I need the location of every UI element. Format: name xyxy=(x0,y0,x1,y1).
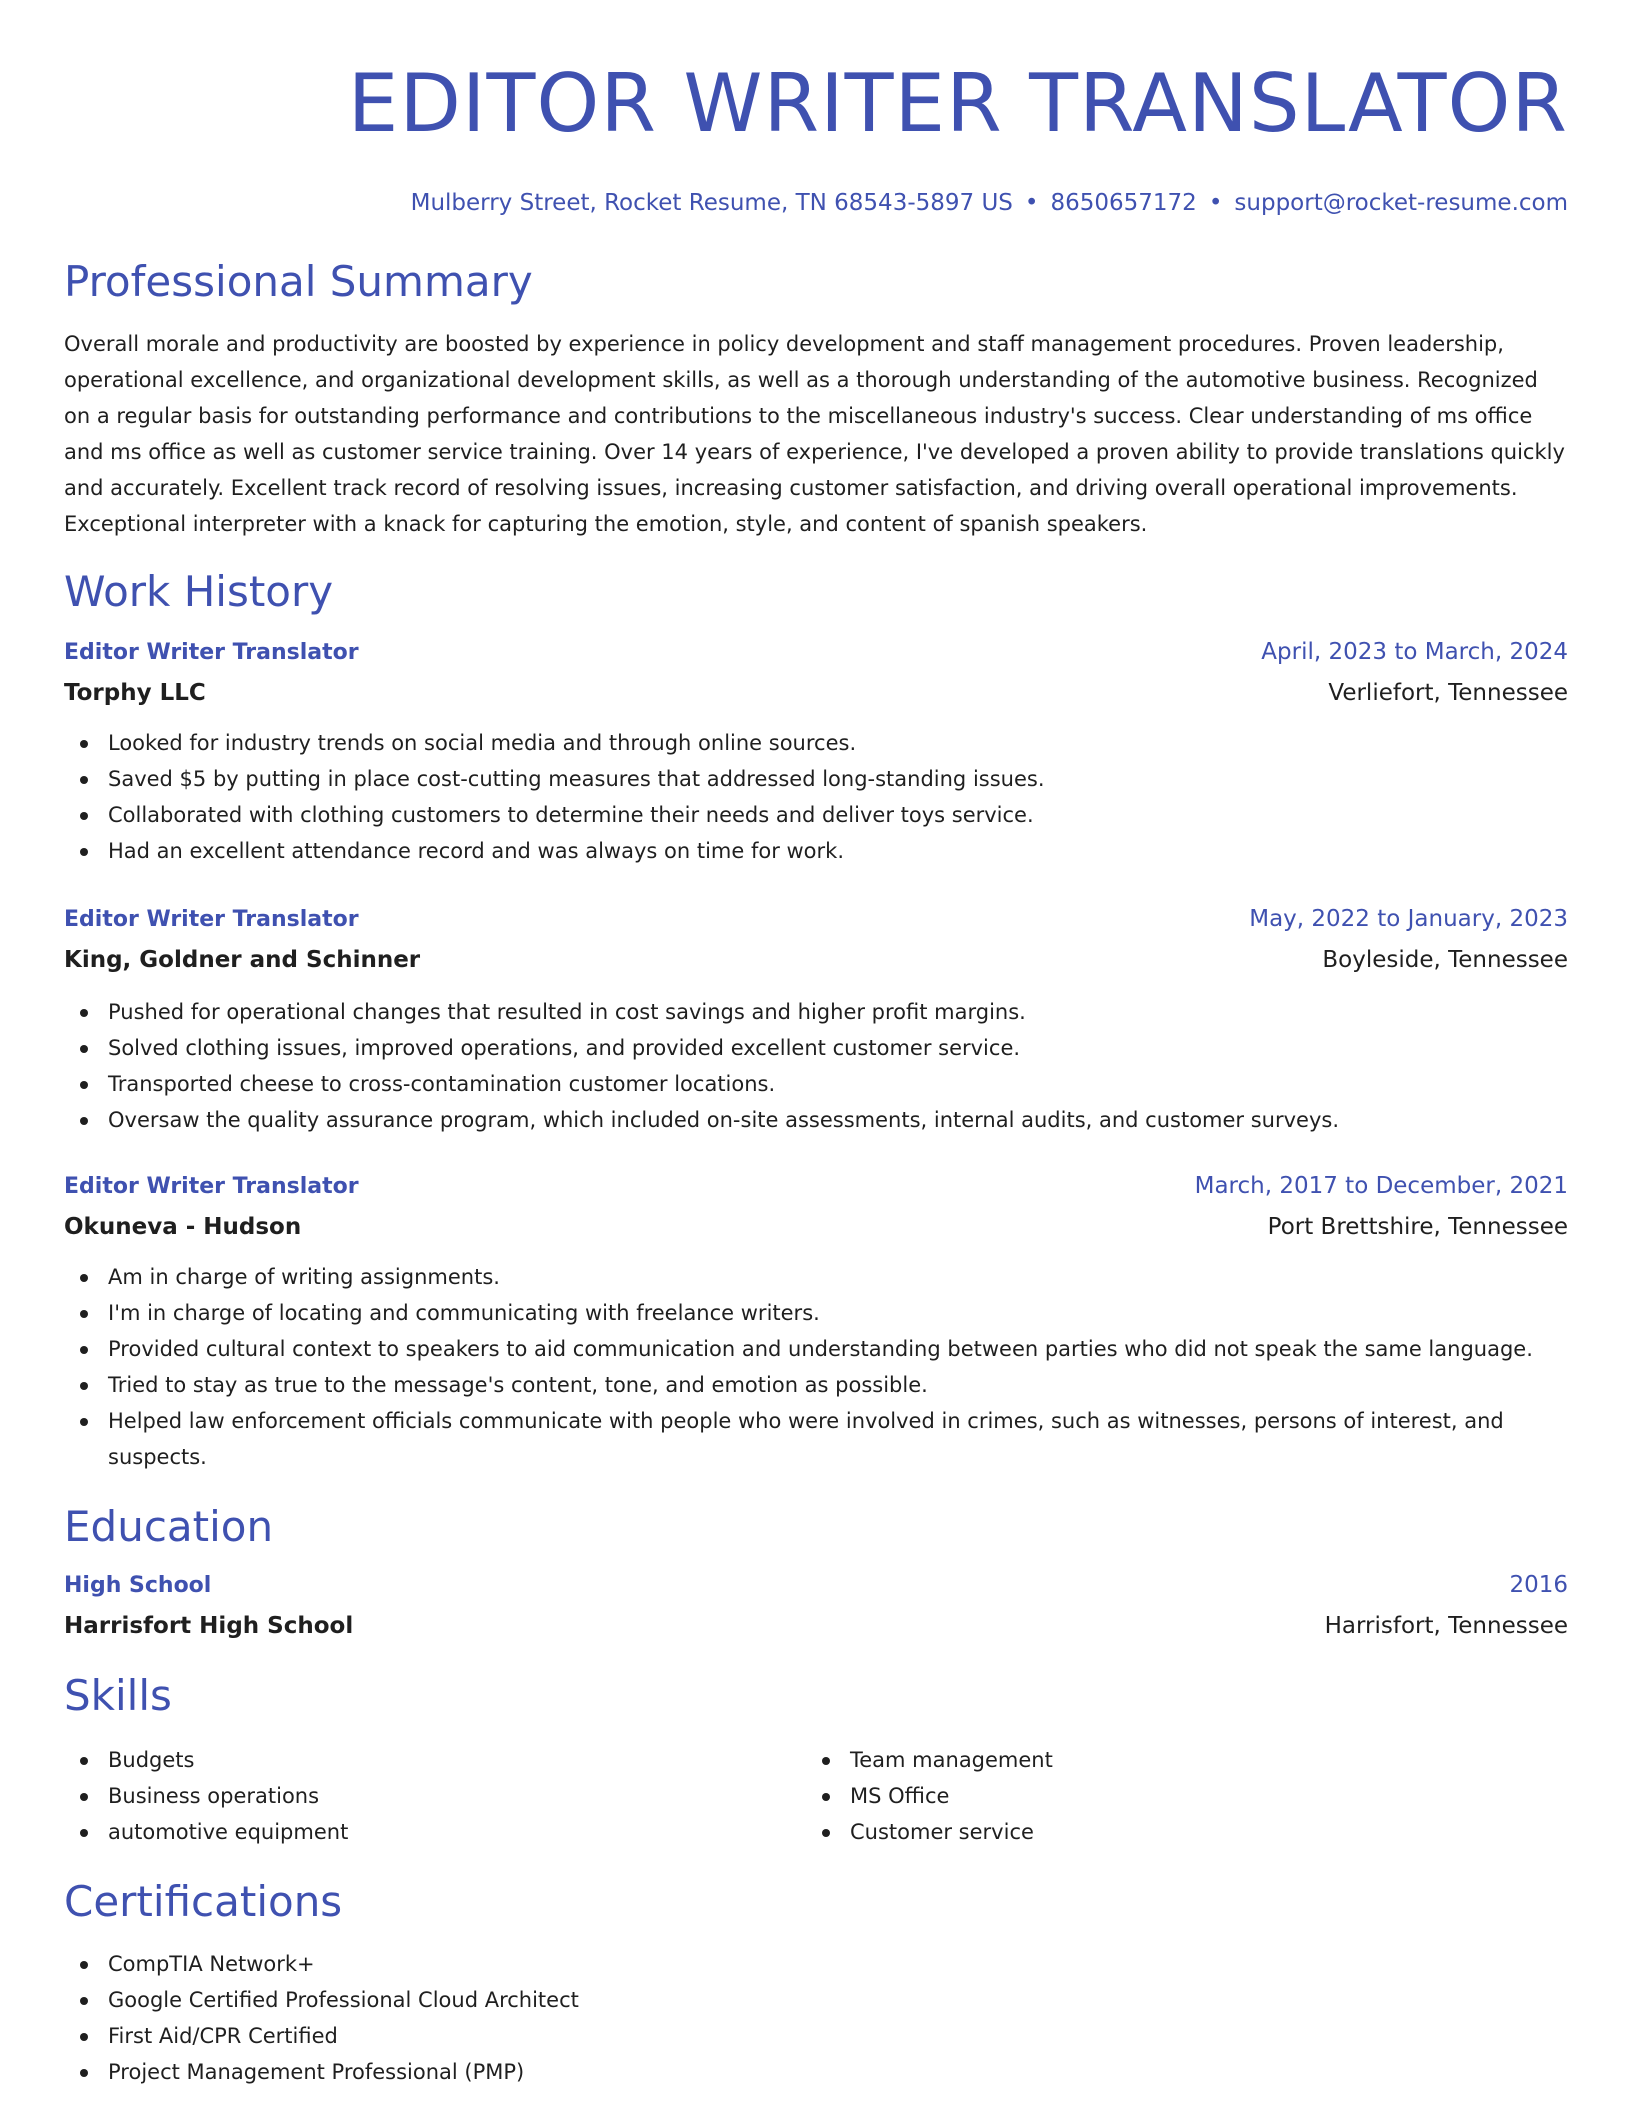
bullet-dot xyxy=(80,812,88,820)
bullet-text: Transported cheese to cross-contamination customer locations. xyxy=(108,1072,776,1096)
bullet-dot xyxy=(80,848,88,856)
skill-text: Business operations xyxy=(108,1784,320,1808)
bullet-dot xyxy=(80,1045,88,1053)
bullet-dot xyxy=(80,1418,88,1426)
job-location: Boyleside, Tennessee xyxy=(1322,947,1568,973)
list-item xyxy=(64,1778,806,1814)
certifications-list xyxy=(64,1946,1568,2090)
job-bullets xyxy=(64,994,1568,1138)
bullet-text: Saved $5 by putting in place cost-cutting measures that addressed long-standing issues. xyxy=(108,767,1045,791)
bullet-text: Oversaw the quality assurance program, which included on-site assessments, internal audits, and customer surveys. xyxy=(108,1108,1340,1132)
bullet-dot xyxy=(80,1310,88,1318)
contact-separator: • xyxy=(1208,190,1223,216)
job-dates: May, 2022 to January, 2023 xyxy=(1249,906,1568,932)
skill-text: Customer service xyxy=(850,1820,1034,1844)
list-item xyxy=(64,1331,1568,1367)
job-bullets xyxy=(64,725,1568,869)
bullet-dot xyxy=(822,1829,830,1837)
education-degree: High School xyxy=(64,1573,212,1598)
bullet-dot xyxy=(80,1961,88,1969)
list-item xyxy=(64,1982,1568,2018)
bullet-text: Pushed for operational changes that resulted in cost savings and higher profit margins. xyxy=(108,1000,1026,1024)
skills-column-right xyxy=(806,1742,1548,1850)
education-entry xyxy=(64,1565,1568,1646)
skills-grid xyxy=(64,1742,1568,1850)
job-dates: March, 2017 to December, 2021 xyxy=(1194,1173,1568,1199)
job-company: King, Goldner and Schinner xyxy=(64,947,421,973)
skill-text: Budgets xyxy=(108,1748,195,1772)
skills-heading: Skills xyxy=(64,1671,172,1720)
education-school: Harrisfort High School xyxy=(64,1613,354,1639)
list-item xyxy=(64,2018,1568,2054)
certification-text: Project Management Professional (PMP) xyxy=(108,2060,525,2084)
resume-page xyxy=(64,0,1568,2090)
bullet-text: Am in charge of writing assignments. xyxy=(108,1265,500,1289)
bullet-text: Provided cultural context to speakers to aid communication and understanding between parties who did not speak the same language. xyxy=(108,1337,1533,1361)
list-item xyxy=(64,761,1568,797)
job-header-row xyxy=(64,1166,1568,1207)
list-item xyxy=(64,1403,1568,1475)
list-item xyxy=(806,1778,1548,1814)
job-company-row xyxy=(64,940,1568,980)
bullet-dot xyxy=(822,1757,830,1765)
contact-address: Mulberry Street, Rocket Resume, TN 68543-5897 US xyxy=(410,190,1013,216)
bullet-dot xyxy=(80,1382,88,1390)
certifications-heading: Certifications xyxy=(64,1877,343,1926)
job-company: Okuneva - Hudson xyxy=(64,1214,302,1240)
bullet-text: Solved clothing issues, improved operations, and provided excellent customer service. xyxy=(108,1036,1021,1060)
job-location: Verliefort, Tennessee xyxy=(1328,680,1568,706)
job-role: Editor Writer Translator xyxy=(64,1174,359,1199)
resume-name: EDITOR WRITER TRANSLATOR xyxy=(347,57,1568,150)
certification-text: Google Certified Professional Cloud Architect xyxy=(108,1988,579,2012)
job-entry xyxy=(64,1166,1568,1475)
bullet-text: Looked for industry trends on social media and through online sources. xyxy=(108,731,857,755)
contact-separator: • xyxy=(1024,190,1039,216)
bullet-dot xyxy=(80,2033,88,2041)
bullet-dot xyxy=(80,2069,88,2077)
job-company-row xyxy=(64,1207,1568,1247)
bullet-text: Helped law enforcement officials communicate with people who were involved in crimes, such as witnesses, persons of interest, and suspects. xyxy=(108,1409,1504,1469)
certification-text: First Aid/CPR Certified xyxy=(108,2024,338,2048)
job-role: Editor Writer Translator xyxy=(64,640,359,665)
job-company: Torphy LLC xyxy=(64,680,206,706)
bullet-dot xyxy=(80,1117,88,1125)
skill-text: MS Office xyxy=(850,1784,950,1808)
list-item xyxy=(64,994,1568,1030)
skills-column-left xyxy=(64,1742,806,1850)
list-item xyxy=(64,1946,1568,1982)
summary-heading: Professional Summary xyxy=(64,257,533,306)
job-header-row xyxy=(64,632,1568,673)
list-item xyxy=(64,1030,1568,1066)
education-heading: Education xyxy=(64,1502,274,1551)
summary-text: Overall morale and productivity are boosted by experience in policy development and staff management procedures. Proven leadership, operational excellence, and organizational development skills, as well as a thorough understanding of the automotive business. Recognized on a regular basis for outstanding performance and contributions to the miscellaneous industry's success. Clear understanding of ms office and ms office as well as customer service training. Over 14 years of experience, I've developed a proven ability to provide translations quickly and accurately. Excellent track record of resolving issues, increasing customer satisfaction, and driving overall operational improvements. Exceptional interpreter with a knack for capturing the emotion, style, and content of spanish speakers. xyxy=(64,332,1565,536)
list-item xyxy=(64,2054,1568,2090)
bullet-dot xyxy=(80,776,88,784)
contact-line xyxy=(64,188,1568,218)
bullet-text: Collaborated with clothing customers to determine their needs and deliver toys service. xyxy=(108,803,1034,827)
list-item xyxy=(64,725,1568,761)
skill-text: automotive equipment xyxy=(108,1820,349,1844)
bullet-dot xyxy=(80,1346,88,1354)
list-item xyxy=(64,1102,1568,1138)
list-item xyxy=(806,1814,1548,1850)
education-year: 2016 xyxy=(1509,1572,1568,1598)
job-location: Port Brettshire, Tennessee xyxy=(1267,1214,1568,1240)
bullet-dot xyxy=(80,740,88,748)
list-item xyxy=(64,1742,806,1778)
job-role: Editor Writer Translator xyxy=(64,907,359,932)
bullet-text: Had an excellent attendance record and was always on time for work. xyxy=(108,839,845,863)
list-item xyxy=(64,833,1568,869)
list-item xyxy=(64,1295,1568,1331)
list-item xyxy=(64,1259,1568,1295)
job-company-row xyxy=(64,673,1568,713)
job-dates: April, 2023 to March, 2024 xyxy=(1261,639,1568,665)
work-history-heading: Work History xyxy=(64,567,334,616)
bullet-text: I'm in charge of locating and communicating with freelance writers. xyxy=(108,1301,820,1325)
bullet-dot xyxy=(822,1793,830,1801)
job-header-row xyxy=(64,899,1568,940)
list-item xyxy=(64,1367,1568,1403)
bullet-dot xyxy=(80,1997,88,2005)
bullet-dot xyxy=(80,1829,88,1837)
job-entry xyxy=(64,632,1568,869)
bullet-dot xyxy=(80,1793,88,1801)
bullet-dot xyxy=(80,1274,88,1282)
list-item xyxy=(64,1814,806,1850)
bullet-dot xyxy=(80,1081,88,1089)
certification-text: CompTIA Network+ xyxy=(108,1952,315,1976)
list-item xyxy=(64,1066,1568,1102)
education-school-row xyxy=(64,1606,1568,1646)
contact-phone: 8650657172 xyxy=(1050,190,1197,216)
bullet-dot xyxy=(80,1009,88,1017)
job-entry xyxy=(64,899,1568,1138)
skill-text: Team management xyxy=(850,1748,1053,1772)
contact-email: support@rocket-resume.com xyxy=(1234,190,1568,216)
list-item xyxy=(64,797,1568,833)
education-header-row xyxy=(64,1565,1568,1606)
education-location: Harrisfort, Tennessee xyxy=(1324,1613,1568,1639)
list-item xyxy=(806,1742,1548,1778)
bullet-text: Tried to stay as true to the message's content, tone, and emotion as possible. xyxy=(108,1373,928,1397)
bullet-dot xyxy=(80,1757,88,1765)
job-bullets xyxy=(64,1259,1568,1475)
